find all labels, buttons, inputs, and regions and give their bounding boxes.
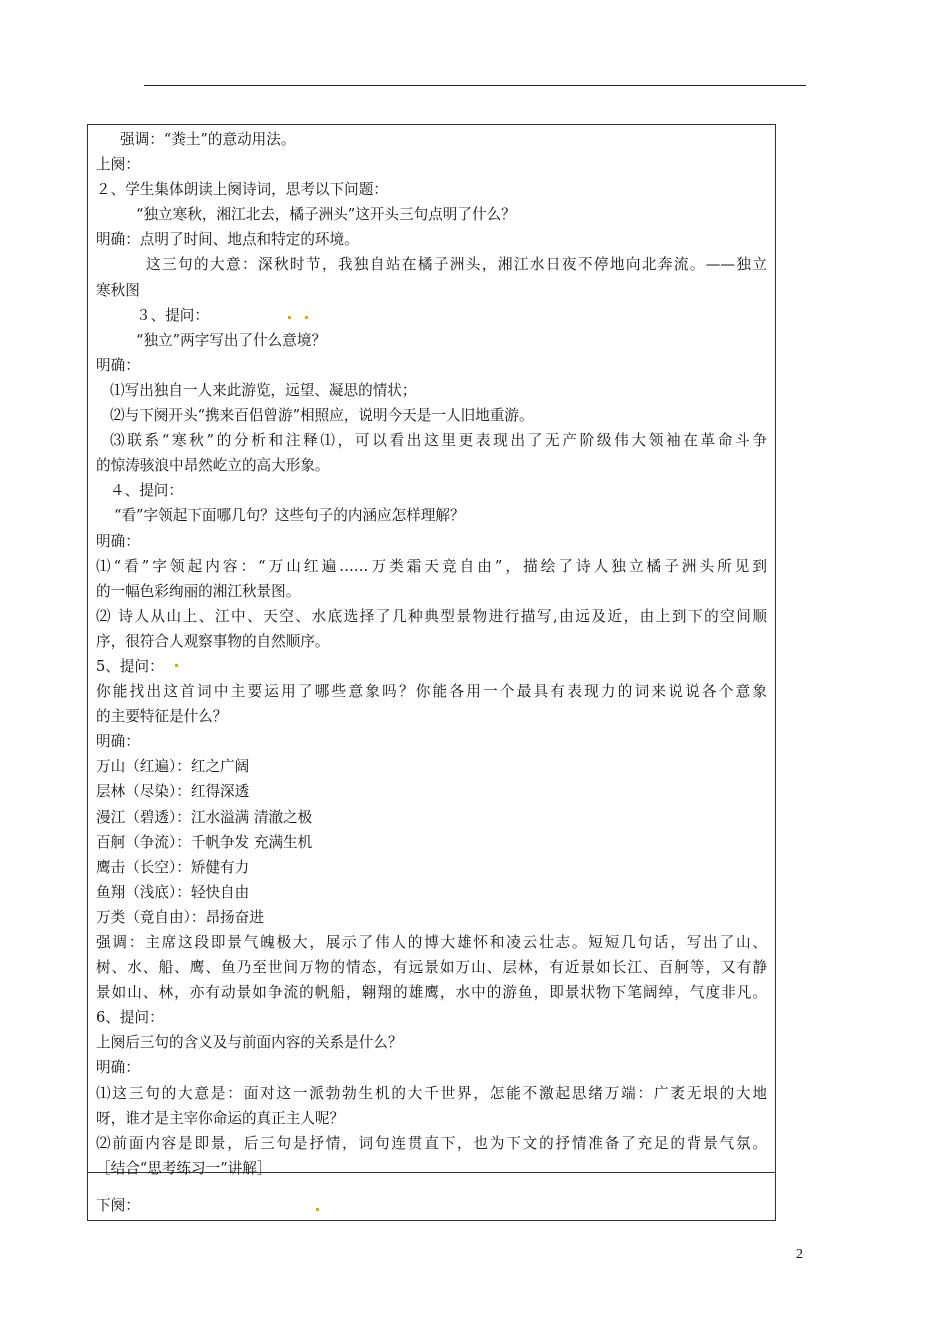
text-line: ⑵前面内容是即景，后三句是抒情，词句连贯直下，也为下文的抒情准备了充足的背景气氛。 — [96, 1134, 767, 1152]
lesson-notes-cell — [88, 125, 775, 1177]
scan-mark — [316, 1208, 319, 1211]
text-line: ⑴写出独自一人来此游览，远望、凝思的情状； — [110, 381, 417, 399]
text-line: 万类（竟自由）：昂扬奋进 — [96, 908, 264, 926]
scan-mark — [305, 316, 308, 319]
text-line: 明确： — [96, 356, 140, 374]
text-line: 明确： — [96, 733, 140, 751]
text-line: “看”字领起下面哪几句？这些句子的内涵应怎样理解？ — [114, 507, 465, 525]
text-line: 百舸（争流）：千帆争发 充满生机 — [96, 833, 313, 851]
text-line: ⑴这三句的大意是：面对这一派勃勃生机的大千世界，怎能不激起思绪万端：广袤无垠的大地 — [96, 1084, 767, 1102]
text-line: ４、提问： — [110, 482, 183, 500]
page-number: 2 — [796, 1247, 803, 1262]
text-line: 上阕： — [96, 156, 140, 174]
text-line: 明确：点明了时间、地点和特定的环境。 — [96, 231, 359, 249]
text-line: ⑶联系“寒秋”的分析和注释⑴，可以看出这里更表现出了无产阶级伟大领袖在革命斗争 — [110, 432, 767, 450]
text-line: 强调：主席这段即景气魄极大，展示了伟人的博大雄怀和凌云壮志。短短几句话，写出了山、 — [96, 934, 767, 951]
text-line: ［结合“思考练习一”讲解］ — [96, 1159, 272, 1177]
text-line: 树、水、船、鹰、鱼乃至世间万物的情态，有远景如万山、层林，有近景如长江、百舸等，又有静 — [96, 959, 767, 977]
text-line: ⑴“看”字领起内容：“万山红遍……万类霜天竞自由”，描绘了诗人独立橘子洲头所见到 — [96, 557, 767, 575]
text-line: 寒秋图 — [96, 281, 140, 299]
text-line: 的主要特征是什么？ — [96, 708, 228, 726]
scan-mark — [175, 664, 178, 667]
text-line: 的一幅色彩绚丽的湘江秋景图。 — [96, 582, 301, 600]
section-heading: 下阕： — [96, 1197, 140, 1214]
text-line: “独立”两字写出了什么意境？ — [136, 331, 327, 349]
text-line: 漫江（碧透）：江水溢满 清澈之极 — [96, 808, 313, 826]
text-line: 6、提问： — [96, 1009, 164, 1027]
text-line: 5、提问： — [96, 657, 164, 675]
scan-mark — [288, 316, 291, 319]
text-line: 强调：“粪土”的意动用法。 — [120, 131, 296, 148]
text-line: 明确： — [96, 532, 140, 550]
text-line: 明确： — [96, 1059, 140, 1077]
text-line: ２、学生集体朗读上阕诗词，思考以下问题： — [96, 181, 388, 199]
text-line: 万山（红遍）：红之广阔 — [96, 758, 250, 776]
header-rule — [144, 85, 806, 86]
text-line: 呀，谁才是主宰你命运的真正主人呢？ — [96, 1109, 345, 1127]
text-line: 这三句的大意：深秋时节，我独自站在橘子洲头，湘江水日夜不停地向北奔流。——独立 — [146, 256, 767, 274]
text-line: 层林（尽染）：红得深透 — [96, 783, 250, 801]
text-line: “独立寒秋，湘江北去，橘子洲头”这开头三句点明了什么？ — [136, 206, 516, 224]
text-line: 的惊涛骇浪中昂然屹立的高大形象。 — [96, 457, 330, 475]
text-line: 鹰击（长空）：矫健有力 — [96, 858, 250, 876]
text-line: ３、提问： — [136, 306, 209, 324]
text-line: 景如山、林，亦有动景如争流的帆船，翱翔的雄鹰，水中的游鱼，即景状物下笔阔绰，气度非凡。 — [96, 984, 767, 1002]
text-line: 序，很符合人观察事物的自然顺序。 — [96, 632, 330, 650]
text-line: 你能找出这首词中主要运用了哪些意象吗？你能各用一个最具有表现力的词来说说各个意象 — [96, 683, 767, 701]
text-line: ⑵ 诗人从山上、江中、天空、水底选择了几种典型景物进行描写,由远及近，由上到下的空间顺 — [96, 607, 767, 625]
lesson-table — [87, 124, 776, 1221]
text-line: 上阕后三句的含义及与前面内容的关系是什么？ — [96, 1034, 403, 1052]
text-line: ⑵与下阕开头“携来百侣曾游”相照应，说明今天是一人旧地重游。 — [110, 407, 534, 425]
text-line: 鱼翔（浅底）：轻快自由 — [96, 883, 250, 901]
